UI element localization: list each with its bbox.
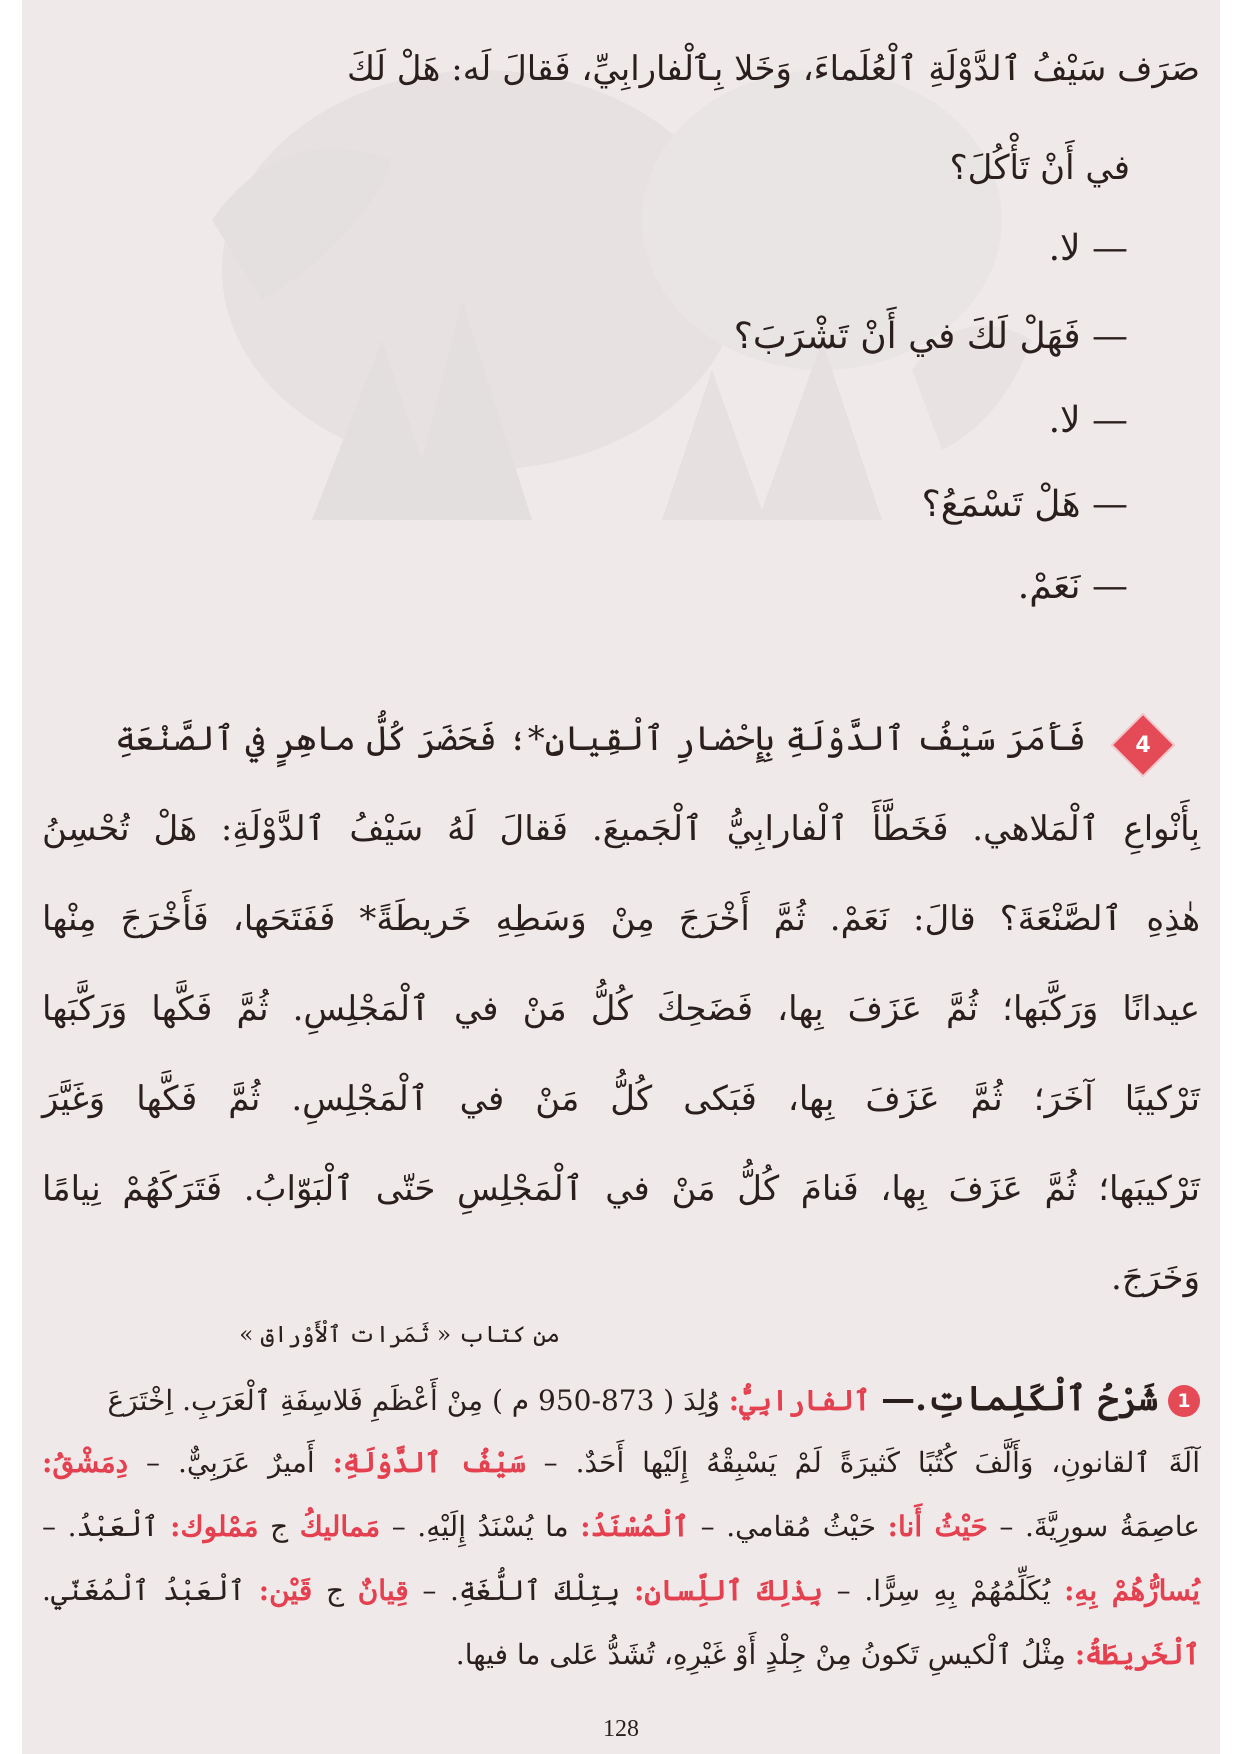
vocabulary-term: يُسارُّهُمْ بِهِ: bbox=[1064, 1574, 1200, 1607]
vocabulary-definition: بِتِلْكَ ٱللُّغَةِ. – bbox=[408, 1574, 634, 1607]
vocabulary-number-badge: 1 bbox=[1168, 1385, 1200, 1417]
vocabulary-definition: يُكَلِّمُهُمْ بِهِ سِرًّا. – bbox=[822, 1574, 1065, 1607]
vocabulary-line-5 bbox=[42, 1638, 1200, 1671]
vocabulary-definition: آلَةَ ٱلقانونِ، وَأَلَّفَ كُتُبًا كَثيرَةً لَمْ يَسْبِقْهُ إِلَيْها أَحَدٌ. – bbox=[525, 1446, 1200, 1479]
section-number: 4 bbox=[1135, 732, 1151, 758]
vocabulary-line-1 bbox=[42, 1378, 1200, 1419]
dialogue-line: — هَلْ تَسْمَعُ؟ bbox=[921, 484, 1128, 525]
vocabulary-line-2 bbox=[42, 1446, 1200, 1479]
vocabulary-definition: عاصِمَةُ سورِيَّةَ. – bbox=[987, 1510, 1200, 1543]
vocabulary-definition: ما يُسْنَدُ إِلَيْهِ. – bbox=[380, 1510, 581, 1543]
vocabulary-definition: حَيْثُ مُقامي. – bbox=[689, 1510, 888, 1543]
story-paragraph-line: وَخَرَجَ. bbox=[1111, 1258, 1200, 1298]
vocabulary-definition: ٱلْعَبْدُ. – bbox=[42, 1510, 171, 1543]
story-intro-line-2: في أَنْ تَأْكُلَ؟ bbox=[949, 148, 1130, 188]
vocabulary-text bbox=[107, 1384, 870, 1417]
vocabulary-term: ٱلْمُسْنَدُ: bbox=[580, 1510, 690, 1543]
source-citation: من كتاب « ثَمَرات ٱلْأَوْراق » bbox=[239, 1322, 560, 1348]
story-paragraph-line: عيدانًا وَرَكَّبَها؛ ثُمَّ عَزَفَ بِها، فَضَحِكَ كُلُّ مَنْ في ٱلْمَجْلِسِ. ثُمَّ فَكَّها وَرَكَّبَها bbox=[42, 989, 1200, 1029]
story-paragraph-line: فَأَمَرَ سَيْفُ ٱلدَّوْلَةِ بِإِحْضارِ ٱلْقِيانِ*؛ فَحَضَرَ كُلُّ ماهِرٍ في ٱلصَّنْعَةِ bbox=[115, 719, 1086, 759]
vocabulary-definition: مِثْلُ ٱلْكيسِ تَكونُ مِنْ جِلْدٍ أَوْ غَيْرِهِ، تُشَدُّ عَلى ما فيها. bbox=[455, 1638, 1075, 1671]
dialogue-line: — نَعَمْ. bbox=[1017, 566, 1128, 607]
vocabulary-term: بِذٰلِكَ ٱللِّسانِ: bbox=[634, 1574, 823, 1607]
vocabulary-term: ٱلفارابِيُّ: bbox=[728, 1384, 871, 1417]
vocabulary-definition: أَميرٌ عَرَبِيٌّ. – bbox=[128, 1446, 333, 1479]
vocabulary-definition: ٱلْعَبْدُ ٱلْمُغَنّي. bbox=[42, 1574, 259, 1607]
background-illustration bbox=[62, 40, 1162, 520]
story-paragraph-line: هٰذِهِ ٱلصَّنْعَةَ؟ قالَ: نَعَمْ. ثُمَّ أَخْرَجَ مِنْ وَسَطِهِ خَريطَةً* فَفَتَحَها، فَأَخْرَجَ مِنْها bbox=[42, 899, 1200, 939]
story-paragraph-line: بِأَنْواعِ ٱلْمَلاهي. فَخَطَّأَ ٱلْفارابِيُّ ٱلْجَميعَ. فَقالَ لَهُ سَيْفُ ٱلدَّوْلَةِ: هَلْ تُحْسِنُ bbox=[42, 809, 1200, 849]
dialogue-line: — لا. bbox=[1048, 228, 1128, 269]
vocabulary-term: قَيْن: bbox=[258, 1574, 313, 1607]
vocabulary-definition: وُلِدَ ( 873-950 م ) مِنْ أَعْظَمِ فَلاسِفَةِ ٱلْعَرَبِ. اِخْتَرَعَ bbox=[107, 1384, 729, 1417]
story-intro-line-1: صَرَف سَيْفُ ٱلدَّوْلَةِ ٱلْعُلَماءَ، وَخَلا بِٱلْفارابِيِّ، فَقالَ لَه: هَلْ لَكَ bbox=[346, 49, 1200, 89]
vocabulary-term: سَيْفُ ٱلدَّوْلَةِ: bbox=[332, 1446, 526, 1479]
vocabulary-term: قِيانٌ bbox=[357, 1574, 409, 1607]
dialogue-line: — لا. bbox=[1048, 400, 1128, 441]
vocabulary-term: مَمْلوك: bbox=[170, 1510, 259, 1543]
vocabulary-term: دِمَشْقُ: bbox=[42, 1446, 129, 1479]
dialogue-line: — فَهَلْ لَكَ في أَنْ تَشْرَبَ؟ bbox=[733, 316, 1128, 357]
vocabulary-definition: ج bbox=[312, 1574, 358, 1607]
story-paragraph-line: تَرْكيبَها؛ ثُمَّ عَزَفَ بِها، فَنامَ كُلُّ مَنْ في ٱلْمَجْلِسِ حَتّى ٱلْبَوّابُ. فَتَرَكَهُمْ نِيامًا bbox=[42, 1169, 1200, 1209]
book-page bbox=[22, 0, 1220, 1754]
vocabulary-line-3 bbox=[42, 1510, 1200, 1543]
vocabulary-line-4 bbox=[42, 1574, 1200, 1607]
vocabulary-term: ٱلْخَريطَةُ: bbox=[1074, 1638, 1200, 1671]
vocabulary-term: مَماليكُ bbox=[299, 1510, 381, 1543]
vocabulary-definition: ج bbox=[258, 1510, 300, 1543]
vocabulary-term: حَيْثُ أَنا: bbox=[887, 1510, 988, 1543]
page-number: 128 bbox=[603, 1716, 639, 1742]
story-paragraph-line: تَرْكيبًا آخَرَ؛ ثُمَّ عَزَفَ بِها، فَبَكى كُلُّ مَنْ في ٱلْمَجْلِسِ. ثُمَّ فَكَّها وَغَيَّرَ bbox=[42, 1079, 1200, 1119]
section-number-badge bbox=[1113, 715, 1172, 774]
vocabulary-heading: شَرْحُ ٱلْكَلِماتِ.— bbox=[881, 1379, 1158, 1419]
